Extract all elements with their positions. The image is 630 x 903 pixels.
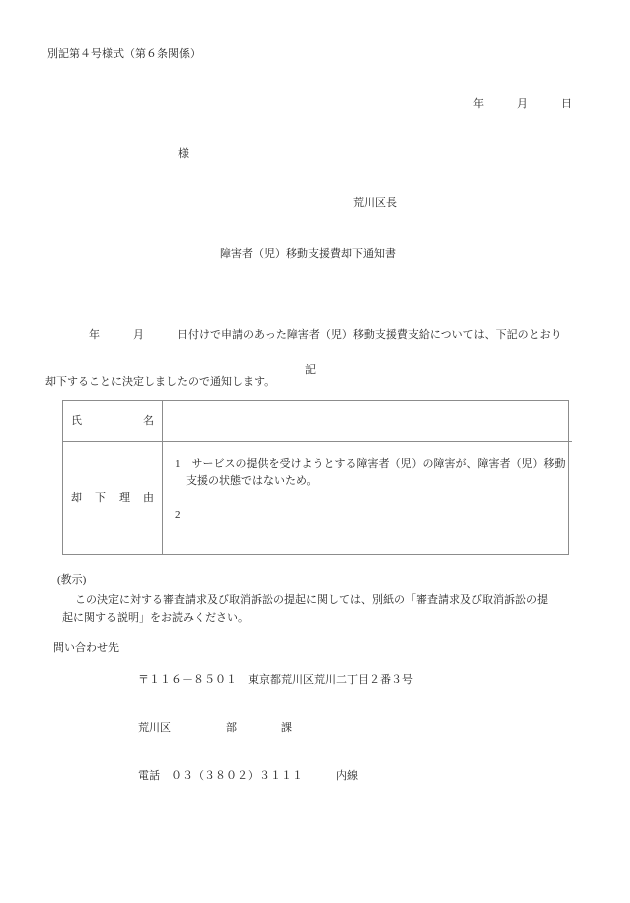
appeal-note-line-2: 起に関する説明」をお読みください。 xyxy=(62,612,249,624)
contact-label: 問い合わせ先 xyxy=(53,642,119,654)
contact-info xyxy=(138,641,413,815)
appeal-note-heading: (教示) xyxy=(57,574,87,586)
document-title: 障害者（児）移動支援費却下通知書 xyxy=(220,248,396,260)
appeal-note-line-1: この決定に対する審査請求及び取消訴訟の提起に関しては、別紙の「審査請求及び取消訴訟の提 xyxy=(75,594,548,606)
contact-postal-line: 〒１１６－８５０１ 東京都荒川区荒川二丁目２番３号 xyxy=(138,674,413,686)
issue-date-line: 年 月 日 xyxy=(473,98,572,110)
name-label-cell: 氏 名 xyxy=(63,401,163,442)
decision-table xyxy=(62,400,569,555)
addressee-honorific: 様 xyxy=(178,148,189,160)
record-marker: 記 xyxy=(305,364,316,376)
issuer-name: 荒川区長 xyxy=(353,197,397,209)
reason-line-blank xyxy=(175,490,566,507)
reason-line-1: 1 サービスの提供を受けようとする障害者（児）の障害が、障害者（児）移動 xyxy=(175,458,566,470)
contact-phone-line: 電話 ０３（３８０２）３１１１ 内線 xyxy=(138,770,358,782)
reason-line-2: 支援の状態ではないため。 xyxy=(175,475,318,487)
contact-department-line: 荒川区 部 課 xyxy=(138,722,292,734)
reason-label-cell: 却 下 理 由 xyxy=(63,442,163,554)
form-number: 別記第４号様式（第６条関係） xyxy=(47,48,201,60)
reason-content-cell xyxy=(163,442,572,554)
body-line-2: 却下することに決定しましたので通知します。 xyxy=(45,376,276,388)
body-line-1: 年 月 日付けで申請のあった障害者（児）移動支援費支給については、下記のとおり xyxy=(45,329,562,341)
reason-line-3: 2 xyxy=(175,509,181,521)
name-value-cell xyxy=(163,401,572,442)
